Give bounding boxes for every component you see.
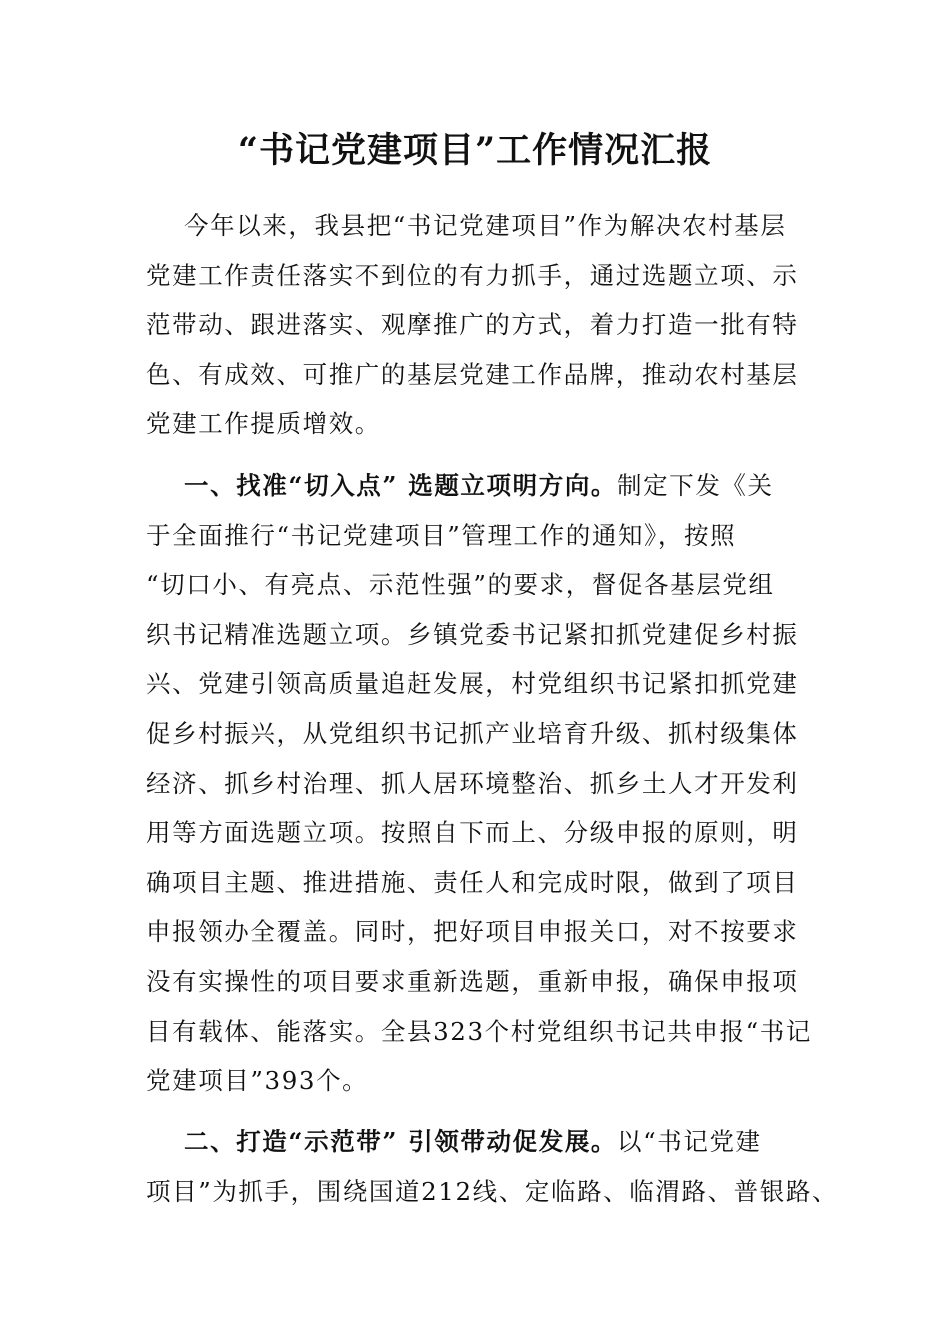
paragraph-line: 项目”为抓手，围绕国道212线、定临路、临渭路、普银路、 xyxy=(146,1176,839,1206)
paragraph-line: 经济、抓乡村治理、抓人居环境整治、抓乡土人才开发利 xyxy=(146,768,799,798)
paragraph-intro xyxy=(146,201,818,449)
paragraph-line: 范带动、跟进落实、观摩推广的方式，着力打造一批有特 xyxy=(146,310,799,340)
paragraph-line: 党建项目”393个。 xyxy=(146,1066,369,1096)
paragraph-line: 党建工作责任落实不到位的有力抓手，通过选题立项、示 xyxy=(146,260,799,290)
paragraph-line: 织书记精准选题立项。乡镇党委书记紧扣抓党建促乡村振 xyxy=(146,619,799,649)
paragraph-line: 色、有成效、可推广的基层党建工作品牌，推动农村基层 xyxy=(146,359,799,389)
paragraph-line: 目有载体、能落实。全县323个村党组织书记共申报“书记 xyxy=(146,1016,812,1046)
paragraph-section-two xyxy=(146,1117,839,1216)
paragraph-line-rest: 制定下发《关 xyxy=(617,471,774,500)
paragraph-line: 促乡村振兴，从党组织书记抓产业培育升级、抓村级集体 xyxy=(146,718,799,748)
paragraph-line: “切口小、有亮点、示范性强”的要求，督促各基层党组 xyxy=(146,570,775,600)
paragraph-line: 今年以来，我县把“书记党建项目”作为解决农村基层 xyxy=(184,211,787,240)
paragraph-line: 用等方面选题立项。按照自下而上、分级申报的原则，明 xyxy=(146,818,799,848)
paragraph-line: 党建工作提质增效。 xyxy=(146,409,381,439)
document-title: “书记党建项目”工作情况汇报 xyxy=(237,130,713,171)
paragraph-line: 兴、党建引领高质量追赶发展，村党组织书记紧扣抓党建 xyxy=(146,669,799,699)
paragraph-line: 确项目主题、推进措施、责任人和完成时限，做到了项目 xyxy=(146,867,799,897)
paragraph-line-rest: 以“书记党建 xyxy=(617,1127,762,1156)
paragraph-line: 申报领办全覆盖。同时，把好项目申报关口，对不按要求 xyxy=(146,917,799,947)
paragraph-line: 于全面推行“书记党建项目”管理工作的通知》，按照 xyxy=(146,520,737,550)
paragraph-first-line xyxy=(146,1117,818,1167)
paragraph-first-line xyxy=(146,461,818,511)
paragraph-line: 没有实操性的项目要求重新选题，重新申报，确保申报项 xyxy=(146,966,799,996)
section-heading: 二、打造“示范带” 引领带动促发展。 xyxy=(184,1127,618,1156)
section-heading: 一、找准“切入点” 选题立项明方向。 xyxy=(184,471,618,500)
paragraph-section-one xyxy=(146,461,818,1106)
